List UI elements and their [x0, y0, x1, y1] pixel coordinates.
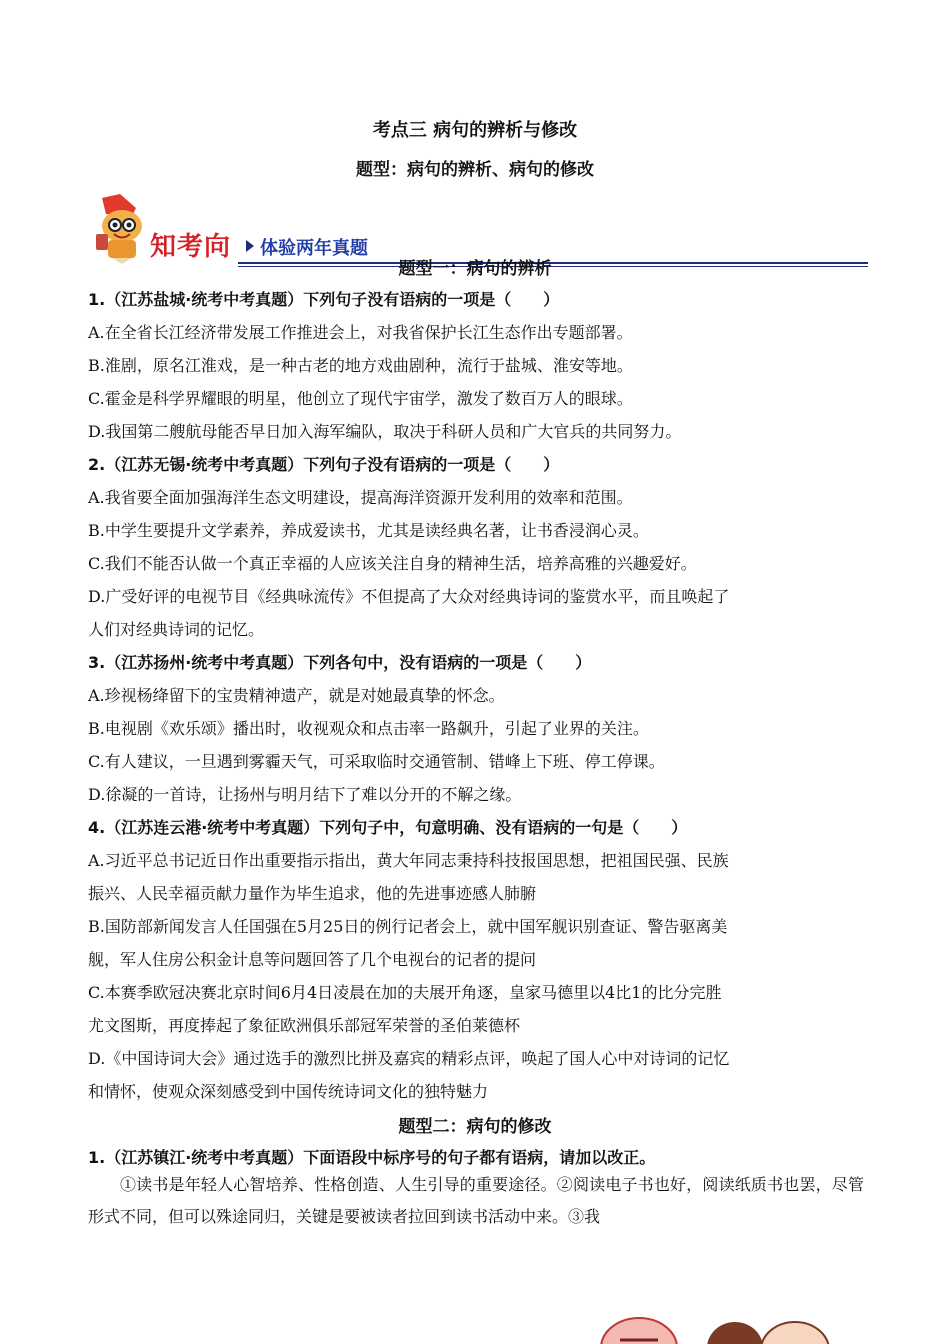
question-4-option-a: A.习近平总书记近日作出重要指示指出，黄大年同志秉持科技报国思想，把祖国民强、民族	[88, 851, 729, 870]
cartoon-decoration-icon	[598, 1314, 680, 1344]
question-3-option-c: C.有人建议，一旦遇到雾霾天气，可采取临时交通管制、错峰上下班、停工停课。	[88, 752, 665, 771]
question-3-option-a: A.珍视杨绛留下的宝贵精神遗产，就是对她最真挚的怀念。	[88, 686, 505, 705]
banner-sub-label: 体验两年真题	[260, 238, 368, 259]
banner-main-label: 知考向	[150, 232, 232, 262]
question-1-stem: 1.（江苏盐城·统考中考真题）下列句子没有语病的一项是（ ）	[88, 290, 560, 309]
page-title: 考点三 病句的辨析与修改	[372, 120, 578, 141]
question-1-option-a: A.在全省长江经济带发展工作推进会上，对我省保护长江生态作出专题部署。	[88, 323, 633, 342]
question-4-option-a-cont: 振兴、人民幸福贡献力量作为毕生追求，他的先进事迹感人肺腑	[88, 884, 537, 903]
section-2-question-stem: 1.（江苏镇江·统考中考真题）下面语段中标序号的句子都有语病，请加以改正。	[88, 1148, 656, 1167]
triangle-arrow-icon	[246, 240, 254, 252]
question-1-option-c: C.霍金是科学界耀眼的明星，他创立了现代宇宙学，激发了数百万人的眼球。	[88, 389, 633, 408]
question-2-option-d: D.广受好评的电视节目《经典咏流传》不但提高了大众对经典诗词的鉴赏水平，而且唤起了	[88, 587, 730, 606]
question-4-stem: 4.（江苏连云港·统考中考真题）下列句子中，句意明确、没有语病的一句是（ ）	[88, 818, 688, 837]
section-1-heading: 题型一：病句的辨析	[398, 259, 552, 279]
question-1-option-b: B.淮剧，原名江淮戏，是一种古老的地方戏曲剧种，流行于盐城、淮安等地。	[88, 356, 633, 375]
question-2-option-d-cont: 人们对经典诗词的记忆。	[88, 620, 265, 639]
page-subtitle: 题型：病句的辨析、病句的修改	[356, 160, 594, 180]
question-2-option-a: A.我省要全面加强海洋生态文明建设，提高海洋资源开发利用的效率和范围。	[88, 488, 633, 507]
question-2-stem: 2.（江苏无锡·统考中考真题）下列句子没有语病的一项是（ ）	[88, 455, 560, 474]
question-4-option-d: D.《中国诗词大会》通过选手的激烈比拼及嘉宾的精彩点评，唤起了国人心中对诗词的记忆	[88, 1049, 730, 1068]
section-2-heading: 题型二：病句的修改	[398, 1117, 552, 1137]
question-4-option-c-cont: 尤文图斯，再度捧起了象征欧洲俱乐部冠军荣誉的圣伯莱德杯	[88, 1016, 521, 1035]
question-1-option-d: D.我国第二艘航母能否早日加入海军编队，取决于科研人员和广大官兵的共同努力。	[88, 422, 682, 441]
question-3-stem: 3.（江苏扬州·统考中考真题）下列各句中，没有语病的一项是（ ）	[88, 653, 592, 672]
cartoon-character-icon	[700, 1312, 830, 1344]
question-4-option-d-cont: 和情怀，使观众深刻感受到中国传统诗词文化的独特魅力	[88, 1082, 489, 1101]
question-4-option-b-cont: 舰，军人住房公积金计息等问题回答了几个电视台的记者的提问	[88, 950, 537, 969]
question-2-option-b: B.中学生要提升文学素养，养成爱读书，尤其是读经典名著，让书香浸润心灵。	[88, 521, 649, 540]
question-4-option-c: C.本赛季欧冠决赛北京时间6月4日凌晨在加的夫展开角逐，皇家马德里以4比1的比分完胜	[88, 983, 722, 1002]
question-3-option-d: D.徐凝的一首诗，让扬州与明月结下了难以分开的不解之缘。	[88, 785, 522, 804]
question-2-option-c: C.我们不能否认做一个真正幸福的人应该关注自身的精神生活，培养高雅的兴趣爱好。	[88, 554, 697, 573]
question-4-option-b: B.国防部新闻发言人任国强在5月25日的例行记者会上，就中国军舰识别查证、警告驱离美	[88, 917, 728, 936]
section-2-paragraph: ①读书是年轻人心智培养、性格创造、人生引导的重要途径。②阅读电子书也好，阅读纸质书也罢，尽管形式不同，但可以殊途同归，关键是要被读者拉回到读书活动中来。③我	[88, 1175, 864, 1226]
question-3-option-b: B.电视剧《欢乐颂》播出时，收视观众和点击率一路飙升，引起了业界的关注。	[88, 719, 649, 738]
